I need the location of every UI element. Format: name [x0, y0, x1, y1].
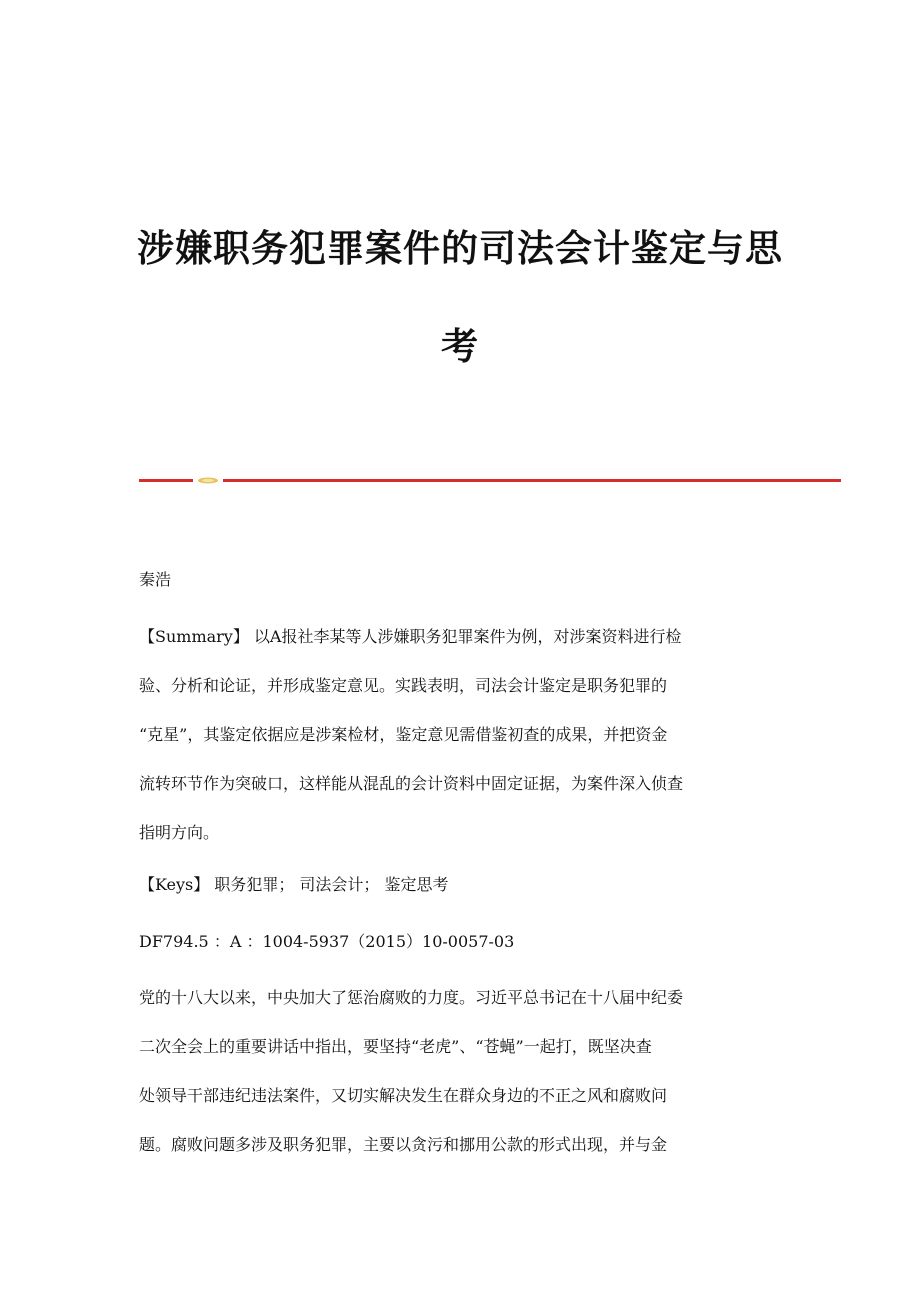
classification-line: DF794.5 ：A ：1004-5937（2015）10-0057-03 — [139, 932, 515, 951]
keywords-line: 【Keys】 职务犯罪； 司法会计； 鉴定思考 — [139, 875, 449, 894]
divider-segment-right — [223, 479, 841, 482]
title-divider — [139, 477, 841, 483]
divider-ornament-icon — [197, 477, 219, 484]
body-line: 题。腐败问题多涉及职务犯罪，主要以贪污和挪用公款的形式出现，并与金 — [139, 1135, 668, 1154]
author-name: 秦浩 — [139, 570, 172, 589]
document-title-line-2: 考 — [441, 325, 479, 368]
summary-line: “克星”，其鉴定依据应是涉案检材，鉴定意见需借鉴初查的成果，并把资金 — [139, 725, 668, 744]
body-line: 二次全会上的重要讲话中指出，要坚持“老虎”、“苍蝇”一起打，既坚决查 — [139, 1037, 652, 1056]
document-title-line-1: 涉嫌职务犯罪案件的司法会计鉴定与思 — [137, 227, 783, 270]
body-line: 党的十八大以来，中央加大了惩治腐败的力度。习近平总书记在十八届中纪委 — [139, 988, 684, 1007]
summary-line: 验、分析和论证，并形成鉴定意见。实践表明，司法会计鉴定是职务犯罪的 — [139, 676, 668, 695]
summary-line: 流转环节作为突破口，这样能从混乱的会计资料中固定证据，为案件深入侦查 — [139, 774, 684, 793]
divider-segment-left — [139, 479, 193, 482]
summary-line: 指明方向。 — [139, 823, 220, 842]
body-line: 处领导干部违纪违法案件，又切实解决发生在群众身边的不正之风和腐败问 — [139, 1086, 668, 1105]
summary-line: 【Summary】 以A报社李某等人涉嫌职务犯罪案件为例，对涉案资料进行检 — [139, 627, 682, 646]
